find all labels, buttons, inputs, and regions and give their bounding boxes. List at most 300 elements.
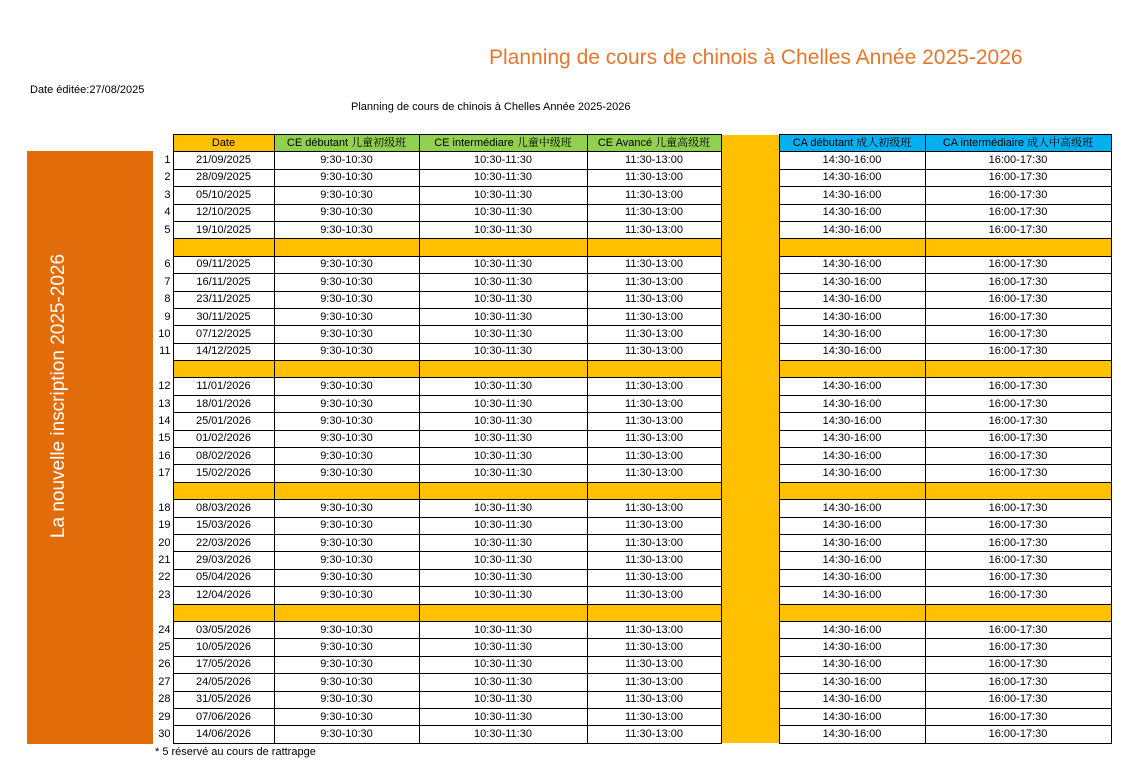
ca-intermediaire-cell: 16:00-17:30 [925,500,1111,517]
row-number: 15 [158,432,171,445]
row-number: 11 [159,345,171,358]
ce-debutant-cell: 9:30-10:30 [274,221,419,238]
ca-debutant-cell: 14:30-16:00 [779,343,925,360]
header-ce-avance: CE Avancé 儿童高级班 [587,135,721,152]
ce-avance-cell: 11:30-13:00 [587,187,721,204]
gap-column [721,482,779,499]
ce-intermediaire-cell: 10:30-11:30 [419,674,587,691]
ce-intermediaire-cell: 10:30-11:30 [419,621,587,638]
gap-column [721,291,779,308]
header-num-cell [155,135,173,152]
gap-column [721,239,779,256]
ca-debutant-cell: 14:30-16:00 [779,326,925,343]
gap-column [721,430,779,447]
ce-avance-cell: 11:30-13:00 [587,517,721,534]
gap-column [721,308,779,325]
row-number: 22 [158,571,171,584]
separator-row [155,482,1111,499]
gap-column [721,378,779,395]
ce-debutant-cell: 9:30-10:30 [274,708,419,725]
table-row [155,500,1111,517]
ce-avance-cell: 11:30-13:00 [587,413,721,430]
ce-debutant-cell: 9:30-10:30 [274,517,419,534]
separator-bar [173,239,274,256]
gap-column [721,569,779,586]
gap-column [721,135,779,152]
row-number: 29 [158,710,171,723]
ce-avance-cell: 11:30-13:00 [587,343,721,360]
schedule-body [155,135,1111,744]
table-row [155,343,1111,360]
ce-avance-cell: 11:30-13:00 [587,639,721,656]
page-title: Planning de cours de chinois à Chelles Année 2025-2026 [489,46,1023,69]
date-cell: 22/03/2026 [173,534,274,551]
gap-column [721,256,779,273]
ce-debutant-cell: 9:30-10:30 [274,378,419,395]
ca-intermediaire-cell: 16:00-17:30 [925,465,1111,482]
ce-intermediaire-cell: 10:30-11:30 [419,726,587,743]
gap-column [721,656,779,673]
ce-avance-cell: 11:30-13:00 [587,395,721,412]
ce-intermediaire-cell: 10:30-11:30 [419,221,587,238]
row-number: 10 [158,327,171,340]
separator-row [155,239,1111,256]
ca-debutant-cell: 14:30-16:00 [779,291,925,308]
date-cell: 15/02/2026 [173,465,274,482]
header-ca-debutant: CA débutant 成人初级班 [779,135,925,152]
ca-debutant-cell: 14:30-16:00 [779,169,925,186]
ca-debutant-cell: 14:30-16:00 [779,395,925,412]
date-cell: 25/01/2026 [173,413,274,430]
ca-debutant-cell: 14:30-16:00 [779,656,925,673]
ce-intermediaire-cell: 10:30-11:30 [419,395,587,412]
row-number: 13 [158,397,171,410]
ca-intermediaire-cell: 16:00-17:30 [925,413,1111,430]
ca-debutant-cell: 14:30-16:00 [779,204,925,221]
table-row [155,256,1111,273]
separator-bar [925,239,1111,256]
ca-debutant-cell: 14:30-16:00 [779,152,925,169]
table-row [155,274,1111,291]
ca-debutant-cell: 14:30-16:00 [779,256,925,273]
ce-intermediaire-cell: 10:30-11:30 [419,204,587,221]
gap-column [721,708,779,725]
ce-debutant-cell: 9:30-10:30 [274,726,419,743]
ca-debutant-cell: 14:30-16:00 [779,378,925,395]
ce-avance-cell: 11:30-13:00 [587,587,721,604]
row-number: 1 [164,154,171,167]
gap-column [721,169,779,186]
ce-intermediaire-cell: 10:30-11:30 [419,587,587,604]
ce-intermediaire-cell: 10:30-11:30 [419,691,587,708]
ce-debutant-cell: 9:30-10:30 [274,204,419,221]
row-number: 30 [158,727,171,740]
ce-avance-cell: 11:30-13:00 [587,726,721,743]
separator-bar [587,604,721,621]
header-date: Date [173,135,274,152]
row-number: 8 [164,293,171,306]
date-cell: 12/10/2025 [173,204,274,221]
ce-intermediaire-cell: 10:30-11:30 [419,552,587,569]
ca-debutant-cell: 14:30-16:00 [779,587,925,604]
gap-column [721,674,779,691]
date-cell: 17/05/2026 [173,656,274,673]
ca-debutant-cell: 14:30-16:00 [779,517,925,534]
gap-column [721,152,779,169]
date-cell: 30/11/2025 [173,308,274,325]
separator-bar [173,361,274,378]
separator-bar [419,482,587,499]
ca-intermediaire-cell: 16:00-17:30 [925,656,1111,673]
row-number: 25 [158,641,171,654]
ca-intermediaire-cell: 16:00-17:30 [925,569,1111,586]
ce-intermediaire-cell: 10:30-11:30 [419,413,587,430]
ce-avance-cell: 11:30-13:00 [587,708,721,725]
date-cell: 24/05/2026 [173,674,274,691]
ce-intermediaire-cell: 10:30-11:30 [419,569,587,586]
ce-intermediaire-cell: 10:30-11:30 [419,708,587,725]
table-row [155,169,1111,186]
gap-column [721,274,779,291]
table-row [155,569,1111,586]
ce-avance-cell: 11:30-13:00 [587,552,721,569]
row-number: 7 [164,275,171,288]
ce-avance-cell: 11:30-13:00 [587,691,721,708]
ca-debutant-cell: 14:30-16:00 [779,534,925,551]
ce-intermediaire-cell: 10:30-11:30 [419,465,587,482]
table-row [155,326,1111,343]
gap-column [721,517,779,534]
footnote: * 5 réservé au cours de rattrapge [155,746,316,758]
ca-debutant-cell: 14:30-16:00 [779,448,925,465]
ce-debutant-cell: 9:30-10:30 [274,621,419,638]
ce-intermediaire-cell: 10:30-11:30 [419,517,587,534]
table-row [155,308,1111,325]
table-row [155,152,1111,169]
ce-debutant-cell: 9:30-10:30 [274,587,419,604]
table-row [155,621,1111,638]
schedule-table [155,134,1112,744]
table-row [155,291,1111,308]
table-row [155,187,1111,204]
ce-avance-cell: 11:30-13:00 [587,465,721,482]
table-row [155,395,1111,412]
ce-intermediaire-cell: 10:30-11:30 [419,378,587,395]
gap-column [721,639,779,656]
ce-intermediaire-cell: 10:30-11:30 [419,169,587,186]
ca-intermediaire-cell: 16:00-17:30 [925,448,1111,465]
ce-intermediaire-cell: 10:30-11:30 [419,274,587,291]
ce-debutant-cell: 9:30-10:30 [274,395,419,412]
ca-intermediaire-cell: 16:00-17:30 [925,221,1111,238]
table-row [155,639,1111,656]
row-number: 3 [164,188,171,201]
ce-intermediaire-cell: 10:30-11:30 [419,291,587,308]
ca-intermediaire-cell: 16:00-17:30 [925,639,1111,656]
ce-avance-cell: 11:30-13:00 [587,534,721,551]
separator-row [155,604,1111,621]
ce-avance-cell: 11:30-13:00 [587,308,721,325]
ce-debutant-cell: 9:30-10:30 [274,448,419,465]
separator-bar [274,361,419,378]
ca-debutant-cell: 14:30-16:00 [779,187,925,204]
gap-column [721,587,779,604]
table-row [155,378,1111,395]
row-number: 18 [158,501,171,514]
date-cell: 16/11/2025 [173,274,274,291]
row-number: 9 [164,310,171,323]
row-number: 28 [158,693,171,706]
date-cell: 14/12/2025 [173,343,274,360]
ca-intermediaire-cell: 16:00-17:30 [925,726,1111,743]
date-cell: 03/05/2026 [173,621,274,638]
row-number: 23 [158,588,171,601]
ce-intermediaire-cell: 10:30-11:30 [419,152,587,169]
header-ce-intermediaire: CE intermédiare 儿童中级班 [419,135,587,152]
row-number: 20 [158,536,171,549]
gap-column [721,448,779,465]
row-number: 24 [158,623,171,636]
ca-debutant-cell: 14:30-16:00 [779,639,925,656]
table-row [155,204,1111,221]
ce-avance-cell: 11:30-13:00 [587,500,721,517]
date-cell: 05/10/2025 [173,187,274,204]
separator-bar [274,482,419,499]
row-number: 17 [158,467,171,480]
date-cell: 14/06/2026 [173,726,274,743]
row-number: 26 [158,658,171,671]
ce-intermediaire-cell: 10:30-11:30 [419,448,587,465]
gap-column [721,326,779,343]
ce-avance-cell: 11:30-13:00 [587,204,721,221]
ca-intermediaire-cell: 16:00-17:30 [925,517,1111,534]
table-row [155,708,1111,725]
edit-date: Date éditée:27/08/2025 [30,84,145,96]
header-row [155,135,1111,152]
ca-intermediaire-cell: 16:00-17:30 [925,326,1111,343]
row-number: 12 [158,380,171,393]
ce-intermediaire-cell: 10:30-11:30 [419,187,587,204]
ca-debutant-cell: 14:30-16:00 [779,274,925,291]
date-cell: 08/03/2026 [173,500,274,517]
separator-bar [779,604,925,621]
date-cell: 19/10/2025 [173,221,274,238]
row-number: 6 [164,258,171,271]
separator-bar [587,239,721,256]
ca-debutant-cell: 14:30-16:00 [779,569,925,586]
separator-bar [779,361,925,378]
ce-intermediaire-cell: 10:30-11:30 [419,656,587,673]
separator-bar [587,482,721,499]
separator-bar [274,604,419,621]
separator-bar [419,239,587,256]
ca-debutant-cell: 14:30-16:00 [779,308,925,325]
ce-avance-cell: 11:30-13:00 [587,448,721,465]
subtitle: Planning de cours de chinois à Chelles Année 2025-2026 [351,101,631,113]
ca-intermediaire-cell: 16:00-17:30 [925,204,1111,221]
ce-debutant-cell: 9:30-10:30 [274,413,419,430]
row-number: 5 [164,223,171,236]
separator-bar [419,361,587,378]
ce-intermediaire-cell: 10:30-11:30 [419,308,587,325]
date-cell: 11/01/2026 [173,378,274,395]
row-number: 27 [158,675,171,688]
separator-bar [173,482,274,499]
table-row [155,430,1111,447]
header-ce-debutant: CE débutant 儿童初级班 [274,135,419,152]
date-cell: 08/02/2026 [173,448,274,465]
date-cell: 10/05/2026 [173,639,274,656]
ca-debutant-cell: 14:30-16:00 [779,430,925,447]
ce-debutant-cell: 9:30-10:30 [274,430,419,447]
gap-column [721,604,779,621]
ca-intermediaire-cell: 16:00-17:30 [925,152,1111,169]
separator-bar [587,361,721,378]
ce-debutant-cell: 9:30-10:30 [274,326,419,343]
separator-row [155,361,1111,378]
table-row [155,726,1111,743]
ca-debutant-cell: 14:30-16:00 [779,413,925,430]
ca-debutant-cell: 14:30-16:00 [779,552,925,569]
gap-column [721,534,779,551]
ca-debutant-cell: 14:30-16:00 [779,674,925,691]
row-number: 14 [158,414,171,427]
separator-bar [173,604,274,621]
ca-debutant-cell: 14:30-16:00 [779,691,925,708]
ce-avance-cell: 11:30-13:00 [587,152,721,169]
ca-debutant-cell: 14:30-16:00 [779,726,925,743]
ce-avance-cell: 11:30-13:00 [587,221,721,238]
table-row [155,448,1111,465]
ca-intermediaire-cell: 16:00-17:30 [925,621,1111,638]
gap-column [721,552,779,569]
ce-intermediaire-cell: 10:30-11:30 [419,500,587,517]
ce-avance-cell: 11:30-13:00 [587,569,721,586]
date-cell: 29/03/2026 [173,552,274,569]
gap-column [721,395,779,412]
gap-column [721,204,779,221]
ce-debutant-cell: 9:30-10:30 [274,152,419,169]
separator-bar [274,239,419,256]
table-row [155,552,1111,569]
date-cell: 01/02/2026 [173,430,274,447]
date-cell: 15/03/2026 [173,517,274,534]
ce-debutant-cell: 9:30-10:30 [274,256,419,273]
ca-intermediaire-cell: 16:00-17:30 [925,552,1111,569]
ca-intermediaire-cell: 16:00-17:30 [925,691,1111,708]
gap-column [721,500,779,517]
ce-avance-cell: 11:30-13:00 [587,378,721,395]
gap-column [721,361,779,378]
ce-intermediaire-cell: 10:30-11:30 [419,534,587,551]
table-row [155,534,1111,551]
table-row [155,587,1111,604]
ce-debutant-cell: 9:30-10:30 [274,534,419,551]
separator-num-cell [155,604,173,621]
ce-debutant-cell: 9:30-10:30 [274,552,419,569]
ca-intermediaire-cell: 16:00-17:30 [925,378,1111,395]
table-row [155,674,1111,691]
ce-debutant-cell: 9:30-10:30 [274,465,419,482]
ce-avance-cell: 11:30-13:00 [587,430,721,447]
separator-bar [925,361,1111,378]
row-number: 16 [158,449,171,462]
separator-num-cell [155,482,173,499]
ce-debutant-cell: 9:30-10:30 [274,639,419,656]
table-row [155,656,1111,673]
ca-intermediaire-cell: 16:00-17:30 [925,308,1111,325]
ca-intermediaire-cell: 16:00-17:30 [925,430,1111,447]
ca-debutant-cell: 14:30-16:00 [779,465,925,482]
date-cell: 28/09/2025 [173,169,274,186]
ce-avance-cell: 11:30-13:00 [587,656,721,673]
date-cell: 05/04/2026 [173,569,274,586]
ca-intermediaire-cell: 16:00-17:30 [925,587,1111,604]
table-row [155,465,1111,482]
ca-intermediaire-cell: 16:00-17:30 [925,534,1111,551]
ce-debutant-cell: 9:30-10:30 [274,691,419,708]
date-cell: 07/06/2026 [173,708,274,725]
gap-column [721,465,779,482]
separator-num-cell [155,361,173,378]
ca-debutant-cell: 14:30-16:00 [779,500,925,517]
separator-num-cell [155,239,173,256]
ca-intermediaire-cell: 16:00-17:30 [925,395,1111,412]
row-number: 21 [158,554,171,567]
date-cell: 23/11/2025 [173,291,274,308]
ce-avance-cell: 11:30-13:00 [587,291,721,308]
ce-debutant-cell: 9:30-10:30 [274,308,419,325]
ca-intermediaire-cell: 16:00-17:30 [925,343,1111,360]
gap-column [721,413,779,430]
ce-debutant-cell: 9:30-10:30 [274,656,419,673]
row-number: 2 [164,171,171,184]
ce-debutant-cell: 9:30-10:30 [274,500,419,517]
ce-avance-cell: 11:30-13:00 [587,326,721,343]
ca-intermediaire-cell: 16:00-17:30 [925,291,1111,308]
ca-intermediaire-cell: 16:00-17:30 [925,674,1111,691]
ce-intermediaire-cell: 10:30-11:30 [419,326,587,343]
ce-avance-cell: 11:30-13:00 [587,274,721,291]
ce-debutant-cell: 9:30-10:30 [274,274,419,291]
date-cell: 09/11/2025 [173,256,274,273]
date-cell: 21/09/2025 [173,152,274,169]
ca-intermediaire-cell: 16:00-17:30 [925,187,1111,204]
ce-debutant-cell: 9:30-10:30 [274,169,419,186]
separator-bar [419,604,587,621]
gap-column [721,621,779,638]
ca-intermediaire-cell: 16:00-17:30 [925,169,1111,186]
ce-intermediaire-cell: 10:30-11:30 [419,256,587,273]
ce-debutant-cell: 9:30-10:30 [274,674,419,691]
ce-debutant-cell: 9:30-10:30 [274,291,419,308]
separator-bar [779,239,925,256]
ca-debutant-cell: 14:30-16:00 [779,221,925,238]
table-row [155,221,1111,238]
date-cell: 07/12/2025 [173,326,274,343]
ce-avance-cell: 11:30-13:00 [587,674,721,691]
ca-intermediaire-cell: 16:00-17:30 [925,708,1111,725]
separator-bar [925,482,1111,499]
side-banner [27,151,153,744]
ca-intermediaire-cell: 16:00-17:30 [925,274,1111,291]
gap-column [721,221,779,238]
ce-intermediaire-cell: 10:30-11:30 [419,343,587,360]
ce-avance-cell: 11:30-13:00 [587,256,721,273]
ce-intermediaire-cell: 10:30-11:30 [419,430,587,447]
ca-debutant-cell: 14:30-16:00 [779,708,925,725]
ce-intermediaire-cell: 10:30-11:30 [419,639,587,656]
